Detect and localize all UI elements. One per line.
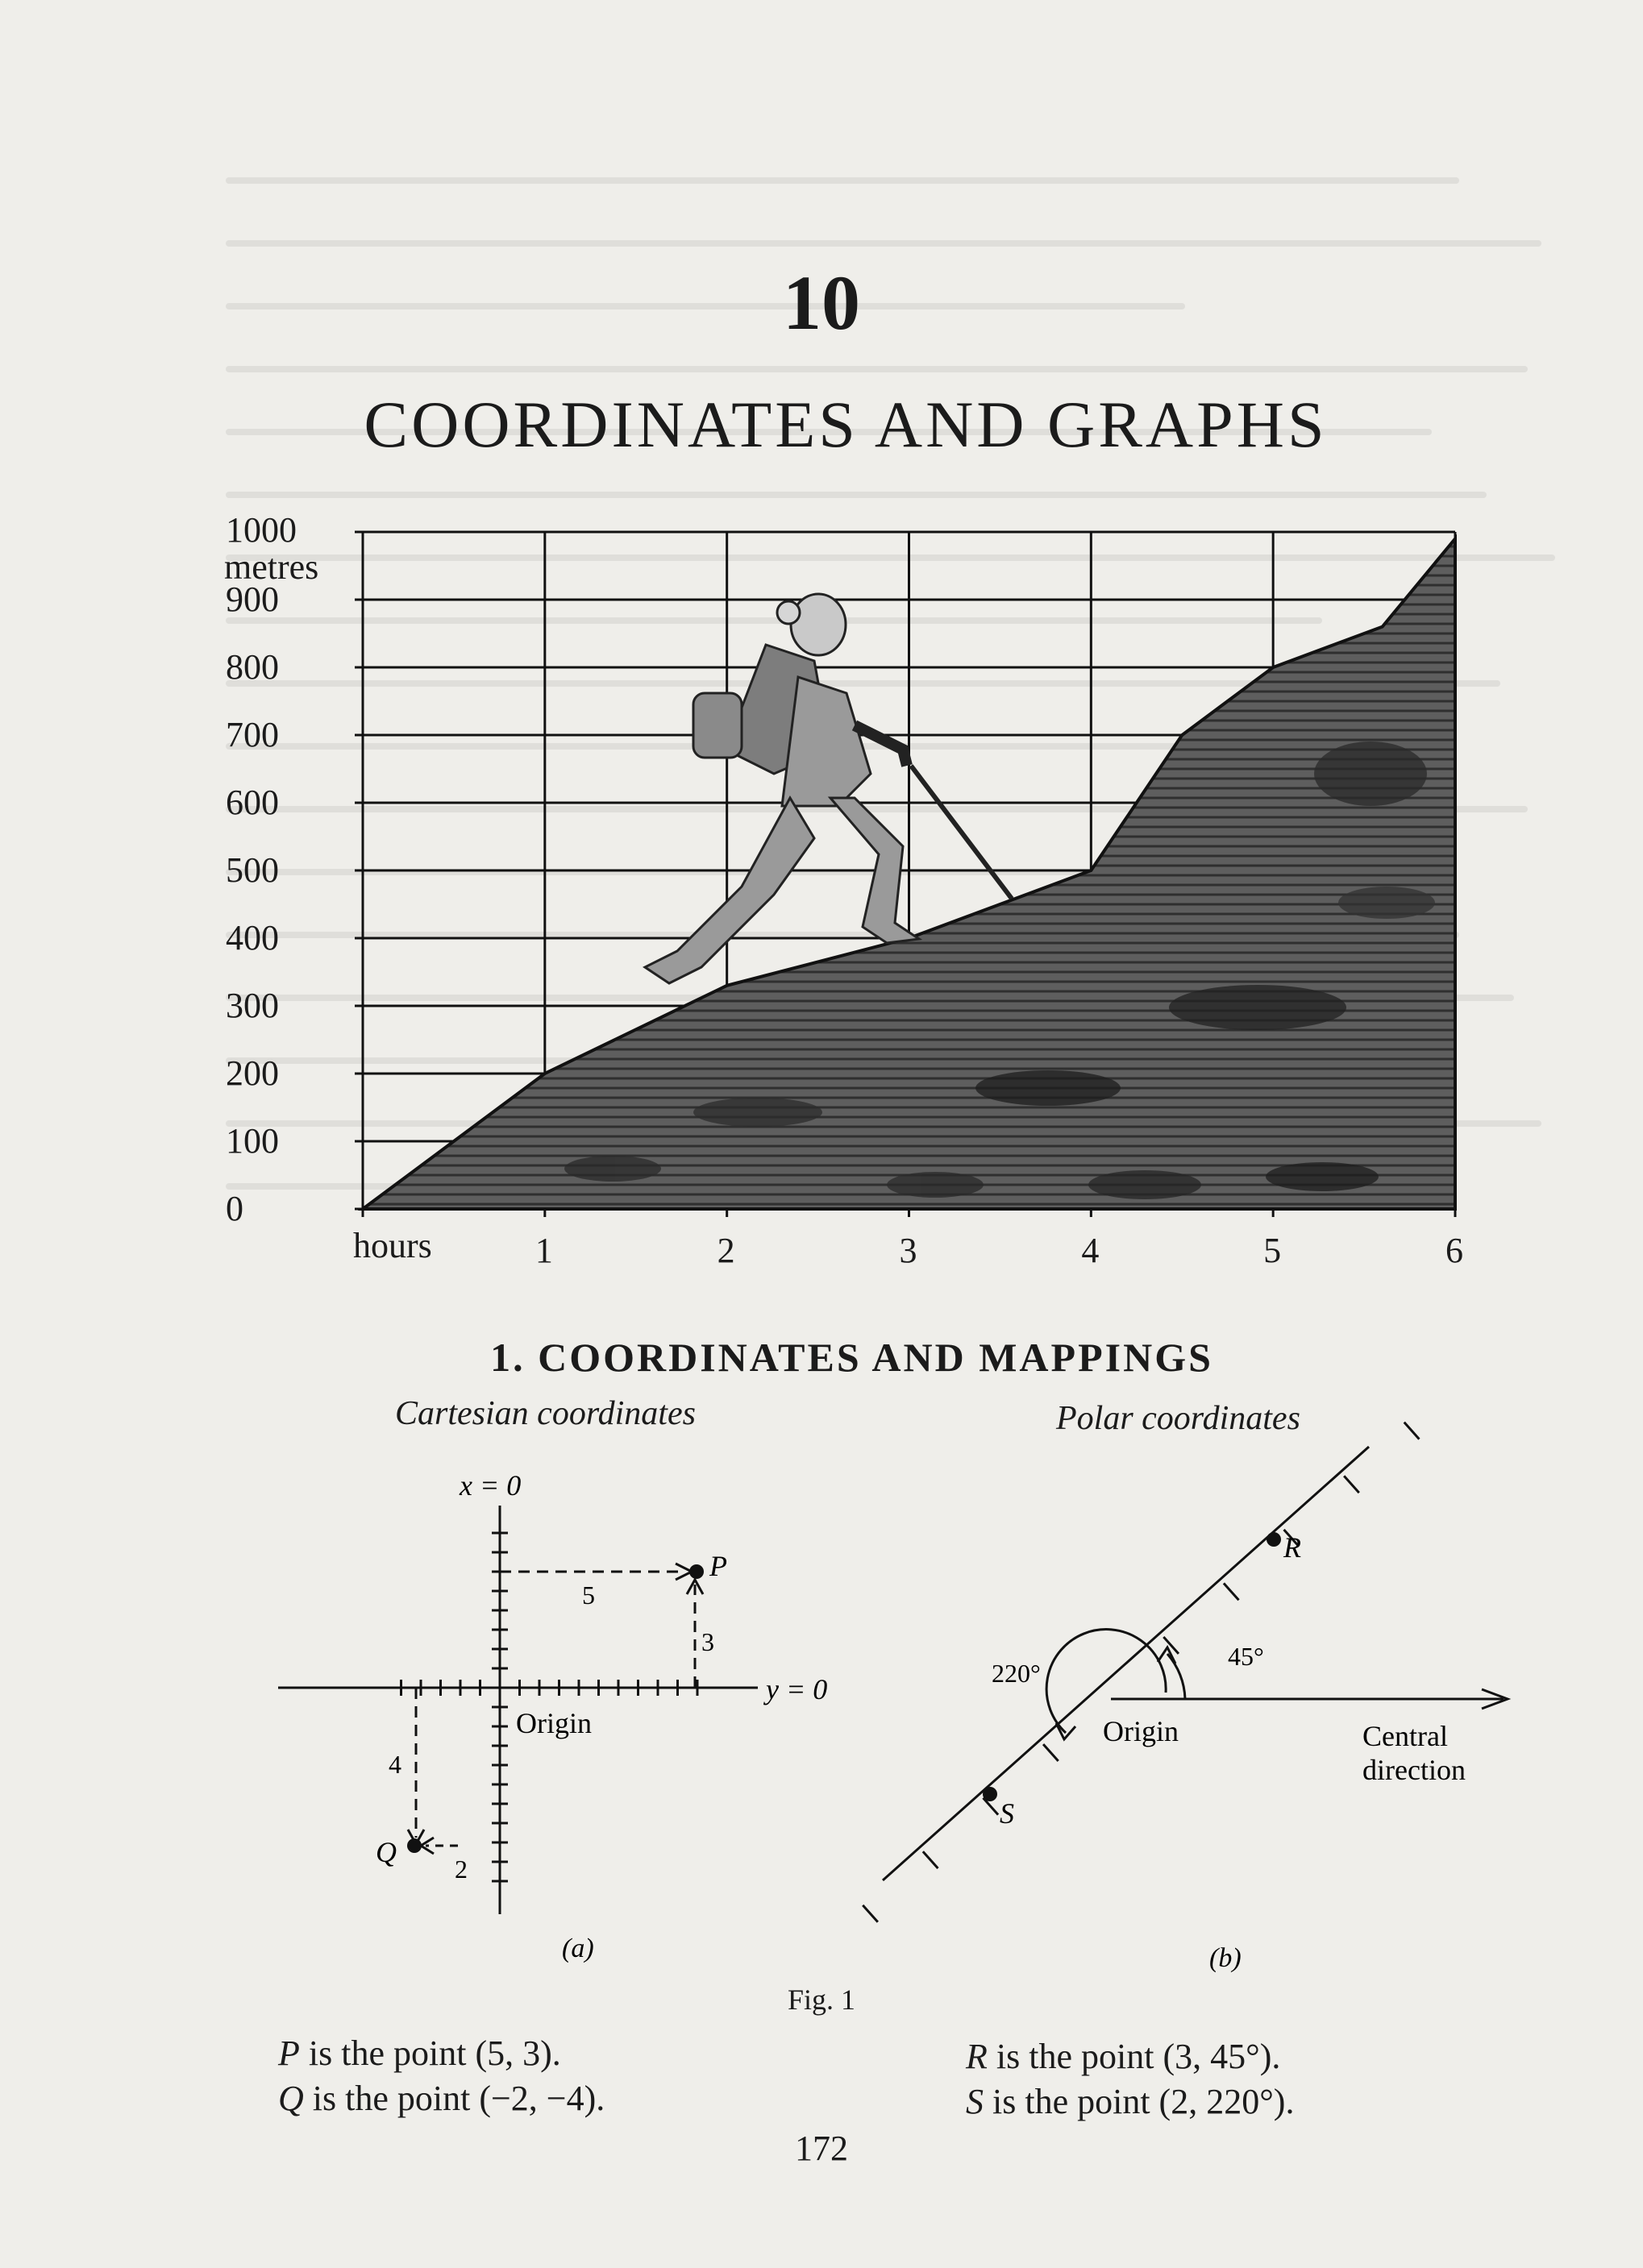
polar-tick	[923, 1851, 938, 1868]
statement-r: R is the point (3, 45°).	[966, 2037, 1281, 2076]
point-s	[983, 1787, 997, 1801]
y-tick-label: 700	[226, 715, 279, 754]
angle-45-arc	[1167, 1654, 1185, 1699]
figure-label: Fig. 1	[787, 1983, 856, 2016]
chapter-number: 10	[783, 260, 860, 346]
q-dx-label: 2	[455, 1855, 468, 1884]
polar-tick	[1224, 1583, 1239, 1600]
polar-tick-marks	[863, 1423, 1419, 1922]
cartesian-origin-label: Origin	[516, 1707, 592, 1739]
p-arrowhead-up	[687, 1580, 703, 1594]
x-tick-label: 5	[1263, 1231, 1282, 1270]
cartesian-subtitle: Cartesian coordinates	[395, 1395, 696, 1432]
central-label-line1: Central	[1362, 1720, 1448, 1752]
angle-45-arrowhead	[1158, 1647, 1175, 1664]
y-tick-label: 1000	[226, 510, 297, 550]
cartesian-tick-marks	[401, 1533, 698, 1881]
statement-s: S is the point (2, 220°).	[966, 2082, 1295, 2121]
q-dy-label: 4	[389, 1750, 401, 1779]
angle-220-label: 220°	[992, 1659, 1041, 1688]
point-r	[1267, 1532, 1281, 1547]
y-tick-label: 900	[226, 579, 279, 619]
polar-tick	[863, 1905, 878, 1922]
section-heading: 1. COORDINATES AND MAPPINGS	[490, 1335, 1213, 1380]
polar-tick	[1344, 1476, 1359, 1493]
statement-q: Q is the point (−2, −4).	[278, 2079, 605, 2118]
polar-tick	[1284, 1530, 1300, 1547]
x-tick-label: 6	[1445, 1231, 1463, 1270]
y-tick-label: 800	[226, 647, 279, 687]
x-axis-unit-label: hours	[353, 1226, 432, 1265]
polar-tick	[1404, 1423, 1420, 1439]
point-p	[689, 1564, 704, 1579]
y-tick-label: 300	[226, 986, 279, 1025]
q-arrowhead-left	[421, 1838, 434, 1854]
q-label: Q	[376, 1836, 397, 1868]
y-tick-label: 100	[226, 1121, 279, 1161]
central-direction-arrowhead	[1482, 1689, 1508, 1709]
angle-220-arrowhead	[1056, 1723, 1075, 1739]
page-number: 172	[795, 2129, 848, 2168]
chapter-title: COORDINATES AND GRAPHS	[364, 388, 1328, 461]
cartesian-statements	[278, 2031, 605, 2121]
y-axis-unit-label: metres	[224, 547, 319, 587]
p-dy-label: 3	[701, 1627, 714, 1656]
polar-tick	[1043, 1744, 1059, 1761]
angle-45-label: 45°	[1228, 1642, 1264, 1671]
polar-statements	[966, 2034, 1294, 2125]
y-tick-label: 600	[226, 783, 279, 822]
x0-label: x = 0	[460, 1469, 522, 1502]
point-q	[407, 1838, 422, 1853]
polar-ray-line	[883, 1447, 1369, 1880]
polar-subtitle: Polar coordinates	[1056, 1400, 1300, 1437]
x-tick-label: 3	[899, 1231, 917, 1270]
y-tick-label: 200	[226, 1053, 279, 1093]
y0-label: y = 0	[766, 1673, 828, 1705]
q-arrowhead-down	[408, 1830, 424, 1844]
x-tick-label: 4	[1081, 1231, 1100, 1270]
polar-tick	[1163, 1637, 1179, 1654]
polar-tick	[983, 1798, 998, 1815]
p-arrowhead-right	[676, 1564, 692, 1580]
statement-p: P is the point (5, 3).	[278, 2033, 561, 2073]
angle-220-arc	[1046, 1630, 1166, 1733]
polar-caption: (b)	[1209, 1943, 1242, 1973]
x-tick-label: 1	[534, 1231, 553, 1270]
y-tick-label: 400	[226, 918, 279, 957]
y-tick-label: 500	[226, 850, 279, 890]
central-label-line2: direction	[1362, 1754, 1466, 1786]
p-label: P	[709, 1550, 727, 1582]
p-dx-label: 5	[582, 1581, 595, 1610]
cartesian-caption: (a)	[562, 1934, 594, 1963]
x-tick-label: 2	[717, 1231, 735, 1270]
polar-origin-label: Origin	[1103, 1715, 1179, 1747]
r-label: R	[1283, 1531, 1301, 1564]
s-label: S	[1000, 1797, 1014, 1830]
y-tick-label: 0	[226, 1189, 243, 1228]
